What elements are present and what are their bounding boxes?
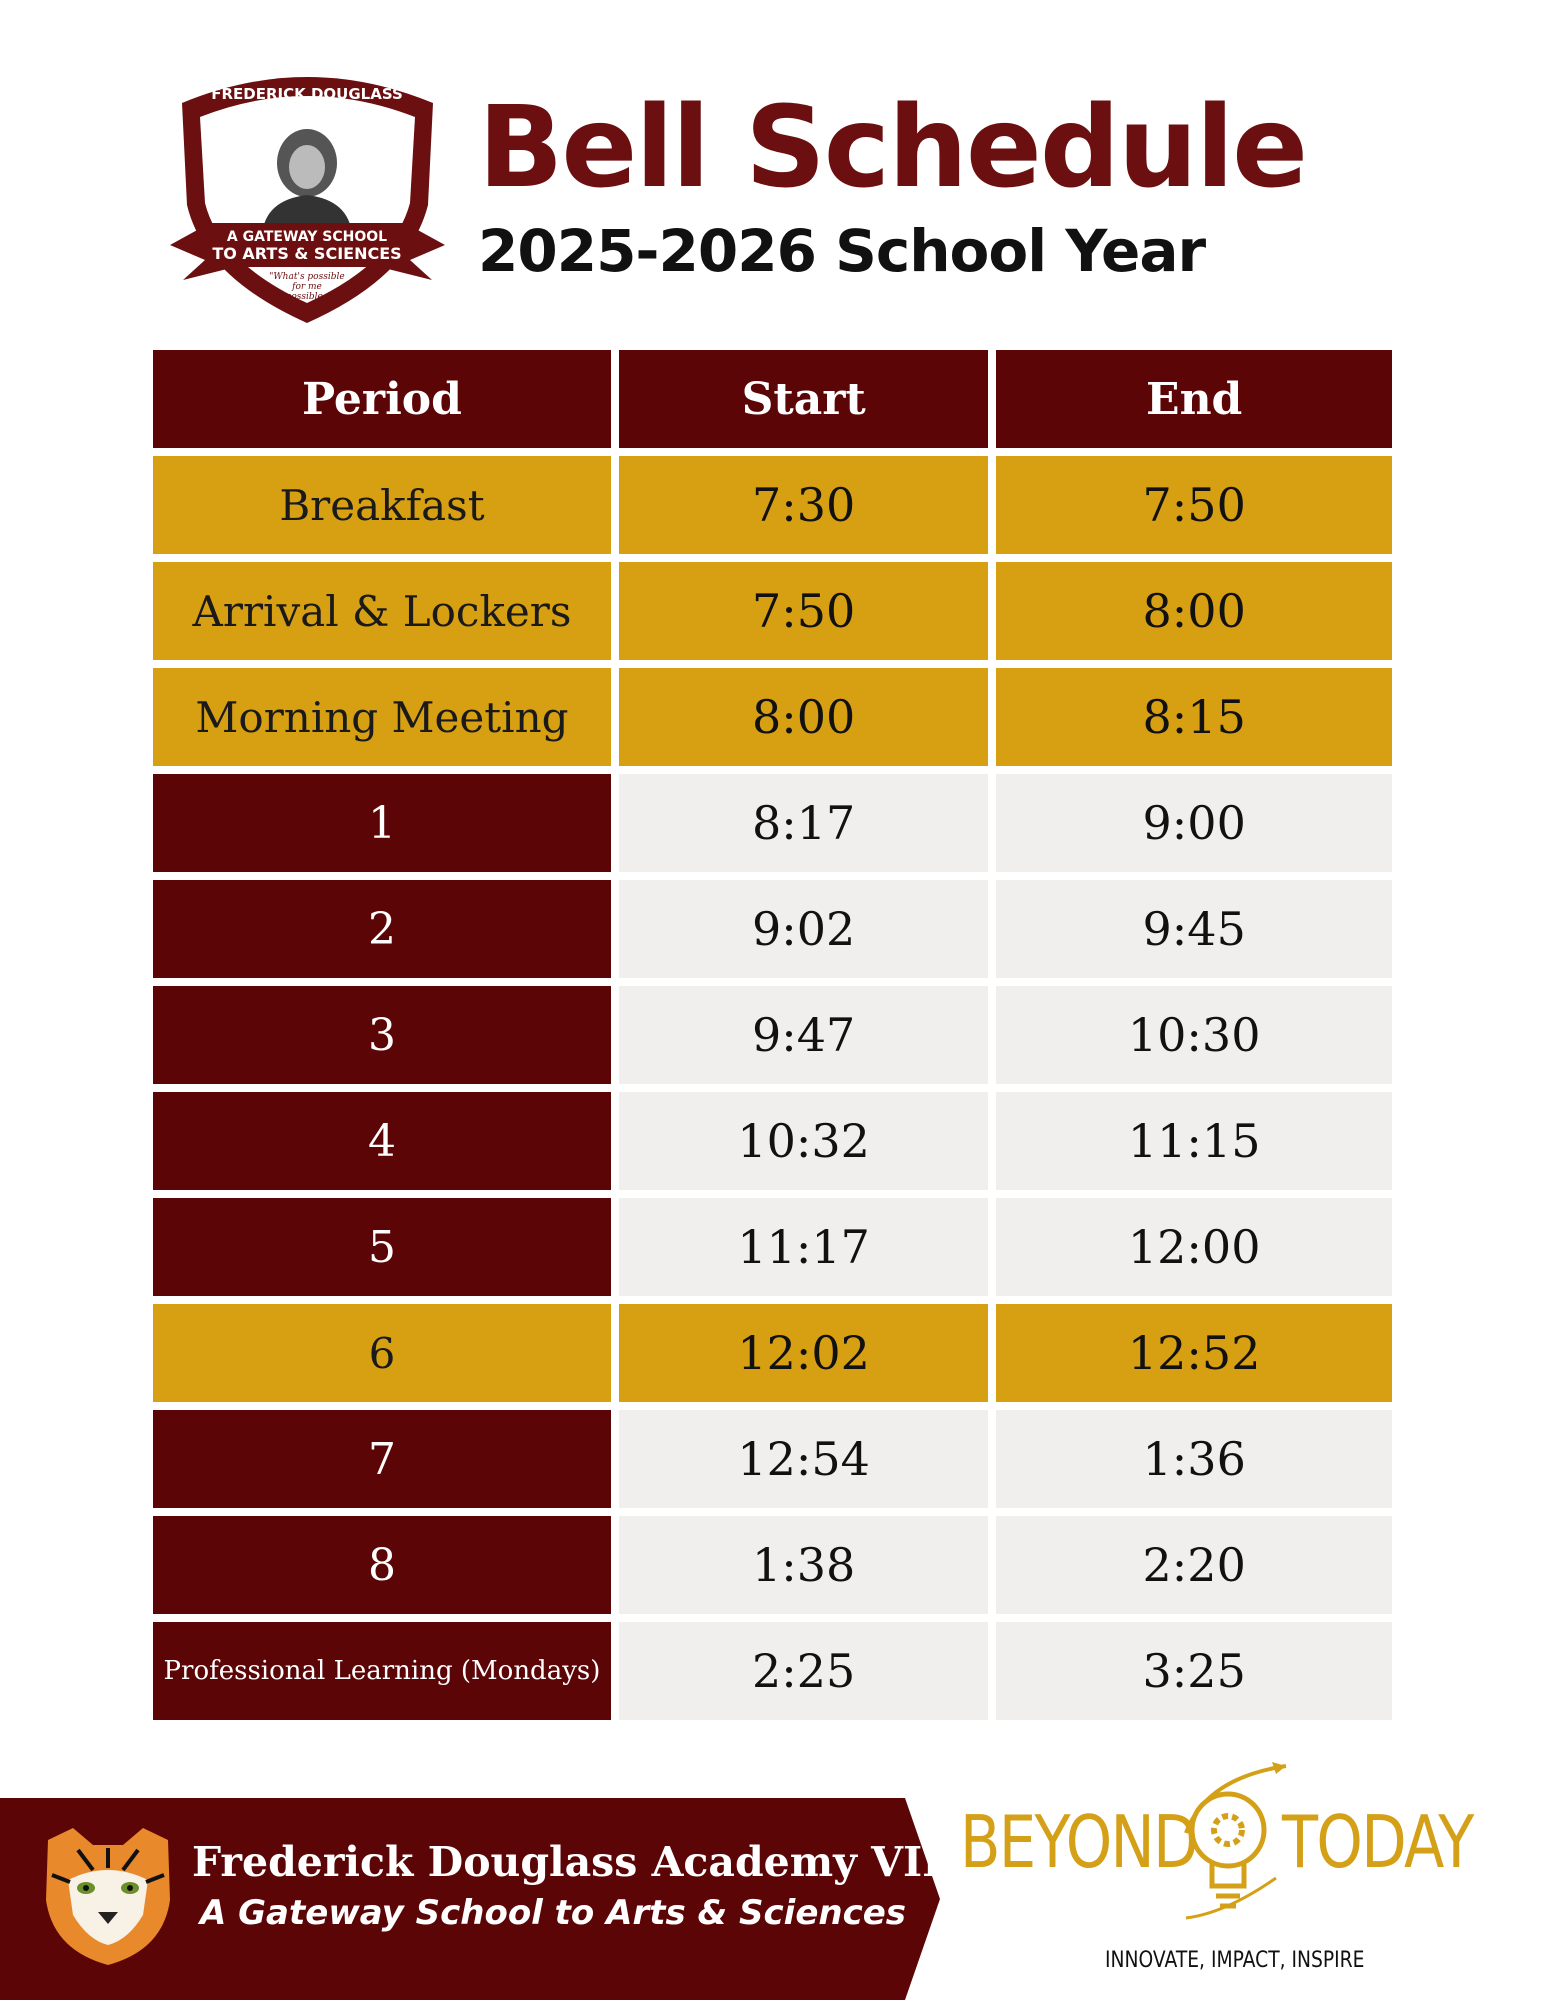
table-row <box>153 456 1392 554</box>
footer-tagline: A Gateway School to Arts & Sciences <box>200 1893 907 1933</box>
end-cell: 11:15 <box>996 1092 1392 1190</box>
crest-quote-3: is possible for <box>275 292 339 302</box>
table-row <box>153 1304 1392 1402</box>
table-row <box>153 1516 1392 1614</box>
period-cell: 5 <box>153 1198 611 1296</box>
end-cell: 3:25 <box>996 1622 1392 1720</box>
period-cell: 2 <box>153 880 611 978</box>
start-cell: 11:17 <box>619 1198 988 1296</box>
table-row <box>153 1092 1392 1190</box>
crest-quote-4: you." <box>295 302 319 312</box>
start-cell: 7:50 <box>619 562 988 660</box>
period-cell: Breakfast <box>153 456 611 554</box>
end-cell: 12:00 <box>996 1198 1392 1296</box>
table-row <box>153 774 1392 872</box>
end-cell: 1:36 <box>996 1410 1392 1508</box>
page-subtitle: 2025-2026 School Year <box>478 217 1206 285</box>
end-cell: 2:20 <box>996 1516 1392 1614</box>
start-cell: 1:38 <box>619 1516 988 1614</box>
end-cell: 10:30 <box>996 986 1392 1084</box>
period-cell: 1 <box>153 774 611 872</box>
footer-school-name: Frederick Douglass Academy VIII <box>192 1838 961 1886</box>
table-row <box>153 880 1392 978</box>
header-start: Start <box>619 350 988 448</box>
beyond-today-tagline: INNOVATE, IMPACT, INSPIRE <box>1105 1948 1365 1973</box>
bell-schedule-table <box>145 342 1400 1728</box>
start-cell: 9:47 <box>619 986 988 1084</box>
table-row <box>153 668 1392 766</box>
table-row <box>153 1198 1392 1296</box>
period-cell: Morning Meeting <box>153 668 611 766</box>
crest-academy-name: ACADEMY VIII <box>248 103 366 121</box>
end-cell: 12:52 <box>996 1304 1392 1402</box>
end-cell: 7:50 <box>996 456 1392 554</box>
start-cell: 12:02 <box>619 1304 988 1402</box>
start-cell: 7:30 <box>619 456 988 554</box>
tiger-mascot-icon <box>38 1820 178 1970</box>
start-cell: 10:32 <box>619 1092 988 1190</box>
crest-banner-line-1: A GATEWAY SCHOOL <box>226 229 388 245</box>
period-cell: Arrival & Lockers <box>153 562 611 660</box>
header-period: Period <box>153 350 611 448</box>
beyond-today-logo-left: BEYOND <box>960 1800 1197 1884</box>
start-cell: 9:02 <box>619 880 988 978</box>
crest-school-name: FREDERICK DOUGLASS <box>211 85 403 103</box>
period-cell: 4 <box>153 1092 611 1190</box>
crest-quote-2: for me <box>292 282 322 292</box>
beyond-today-logo-right: TODAY <box>1282 1800 1473 1884</box>
period-cell: 3 <box>153 986 611 1084</box>
end-cell: 8:15 <box>996 668 1392 766</box>
crest-quote-1: "What's possible <box>269 272 345 282</box>
start-cell: 8:00 <box>619 668 988 766</box>
table-row <box>153 1410 1392 1508</box>
period-cell: Professional Learning (Mondays) <box>153 1622 611 1720</box>
table-row <box>153 1622 1392 1720</box>
start-cell: 2:25 <box>619 1622 988 1720</box>
start-cell: 8:17 <box>619 774 988 872</box>
page-title: Bell Schedule <box>478 83 1307 213</box>
lightbulb-gear-icon <box>1166 1758 1296 1928</box>
period-cell: 6 <box>153 1304 611 1402</box>
start-cell: 12:54 <box>619 1410 988 1508</box>
end-cell: 8:00 <box>996 562 1392 660</box>
crest-banner-line-2: TO ARTS & SCIENCES <box>212 244 402 263</box>
header-end: End <box>996 350 1392 448</box>
table-header-row <box>153 350 1392 448</box>
end-cell: 9:00 <box>996 774 1392 872</box>
period-cell: 7 <box>153 1410 611 1508</box>
school-crest-logo <box>170 55 445 325</box>
end-cell: 9:45 <box>996 880 1392 978</box>
period-cell: 8 <box>153 1516 611 1614</box>
table-row <box>153 562 1392 660</box>
table-row <box>153 986 1392 1084</box>
